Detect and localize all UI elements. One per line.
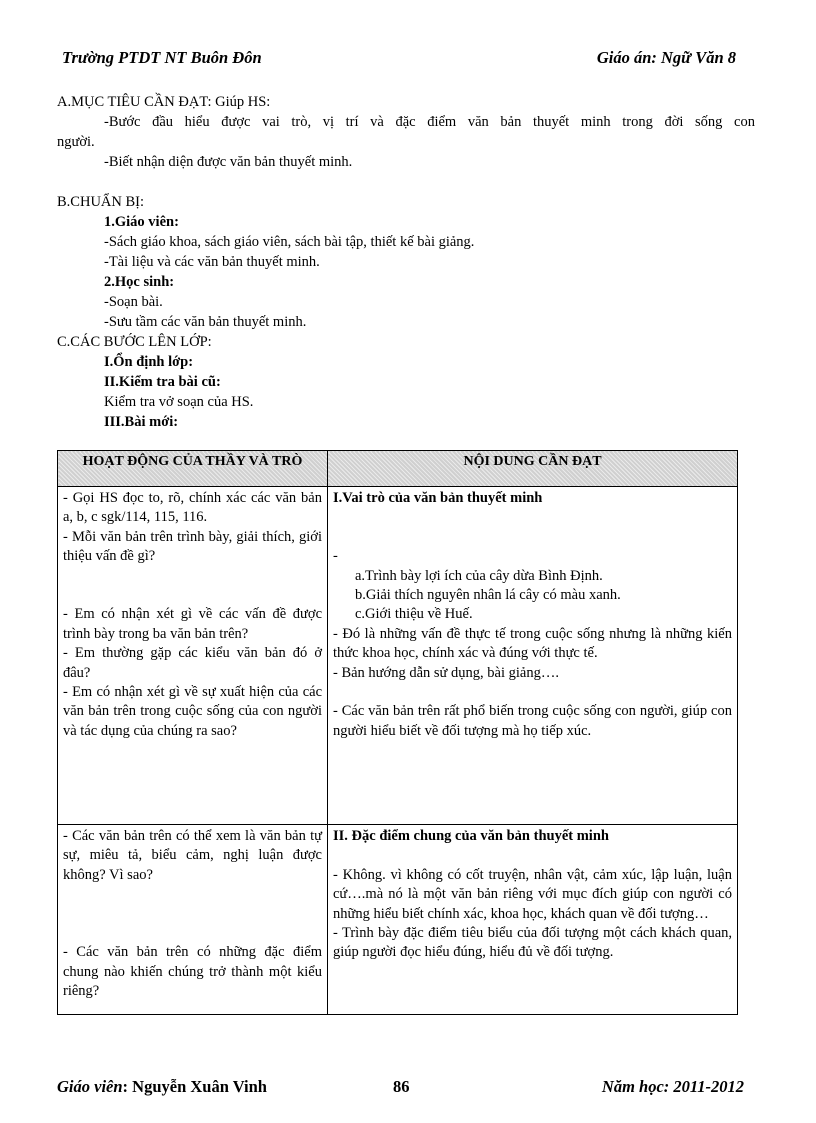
page-number: 86 (393, 1077, 410, 1096)
section-c-title: C.CÁC BƯỚC LÊN LỚP: (57, 334, 212, 350)
teacher-title: 1.Giáo viên: (104, 214, 179, 230)
table-row (58, 825, 738, 1015)
section-a-lead: Giúp HS: (215, 94, 271, 110)
content-text: - Đó là những vấn đề thực tế trong cuộc sống nhưng là những kiến thức khoa học, chính xác và đúng với thực tế. (333, 625, 732, 662)
content-title: II. Đặc điểm chung của văn bản thuyết minh (333, 828, 609, 844)
activity-text: - Em có nhận xét gì về sự xuất hiện của các văn bản trên trong cuộc sống của con người và tác dụng của chúng ra sao? (63, 684, 322, 739)
teacher-item: -Tài liệu và các văn bản thuyết minh. (104, 254, 320, 270)
step-1: I.Ổn định lớp: (104, 354, 194, 370)
table-row (58, 487, 738, 825)
student-item: -Sưu tầm các văn bản thuyết minh. (104, 314, 307, 330)
content-text: - Không. vì không có cốt truyện, nhân vật, cảm xúc, lập luận, luận cứ….mà nó là một văn bản riêng với mục đích giúp con người có những hiểu biết chính xác, khoa học, khách quan về đối tượng… (333, 866, 732, 922)
teacher-item: -Sách giáo khoa, sách giáo viên, sách bài tập, thiết kế bài giảng. (104, 234, 475, 250)
lesson-table (57, 450, 738, 1015)
section-a-heading (57, 92, 270, 112)
school-name: Trường PTDT NT Buôn Đôn (62, 48, 262, 67)
activity-text: - Các văn bản trên có những đặc điểm chung nào khiến chúng trở thành một kiểu riêng? (63, 944, 322, 1000)
activity-text: - Em có nhận xét gì về các vấn đề được trình bày trong ba văn bản trên? (63, 606, 322, 642)
content-text: - Trình bày đặc điểm tiêu biểu của đối tượng một cách khách quan, giúp người đọc hiểu đúng, hiểu đủ về đối tượng. (333, 925, 732, 961)
student-item: -Soạn bài. (104, 294, 163, 310)
teacher-label: Giáo viên (57, 1077, 123, 1096)
subject-name: Giáo án: Ngữ Văn 8 (596, 48, 736, 67)
school-year: Năm học: 2011-2012 (601, 1077, 744, 1096)
table-header-row (58, 451, 738, 487)
col2-header: NỘI DUNG CẦN ĐẠT (328, 451, 738, 487)
section-a-title: A.MỤC TIÊU CẦN ĐẠT: (57, 94, 212, 110)
activity-text: - Các văn bản trên có thể xem là văn bản tự sự, miêu tả, biểu cảm, nghị luận được không? Vì sao? (63, 828, 322, 883)
page-footer (57, 1077, 744, 1101)
content-cell (328, 825, 738, 1015)
teacher-name: : Nguyễn Xuân Vinh (122, 1077, 267, 1096)
objective-line-2: -Biết nhận diện được văn bản thuyết minh. (104, 154, 353, 170)
step-2: II.Kiểm tra bài cũ: (104, 374, 221, 390)
step-2-text: Kiểm tra vở soạn của HS. (104, 394, 254, 410)
content-text: - Các văn bản trên rất phổ biến trong cuộc sống con người, giúp con người hiểu biết về đối tượng mà họ tiếp xúc. (333, 703, 732, 739)
step-3: III.Bài mới: (104, 414, 179, 430)
content-text: - Bản hướng dẫn sử dụng, bài giảng…. (333, 664, 559, 681)
content-item: c.Giới thiệu về Huế. (355, 606, 473, 623)
activity-text: - Gọi HS đọc to, rõ, chính xác các văn bản a, b, c sgk/114, 115, 116. (63, 490, 322, 526)
content-cell (328, 487, 738, 825)
content-item: b.Giải thích nguyên nhân lá cây có màu xanh. (355, 587, 621, 603)
activity-text: - Em thường gặp các kiểu văn bản đó ở đâu? (63, 645, 322, 681)
activity-cell (58, 487, 328, 825)
activity-cell (58, 825, 328, 1015)
activity-text: - Mỗi văn bản trên trình bày, giải thích, giới thiệu vấn đề gì? (63, 528, 322, 565)
teacher-signature (57, 1077, 267, 1097)
student-title: 2.Học sinh: (104, 274, 175, 290)
section-b-title: B.CHUẨN BỊ: (57, 194, 145, 210)
objective-line-1-cont: người. (57, 134, 95, 150)
content-item: a.Trình bày lợi ích của cây dừa Bình Định. (355, 567, 603, 584)
objective-line-1: -Bước đầu hiểu được vai trò, vị trí và đặc điểm văn bản thuyết minh trong đời sống con (104, 114, 755, 130)
content-title: I.Vai trò của văn bản thuyết minh (333, 490, 543, 506)
col1-header: HOẠT ĐỘNG CỦA THẦY VÀ TRÒ (58, 451, 328, 487)
page-header (62, 48, 736, 72)
content-dash: - (333, 548, 338, 565)
